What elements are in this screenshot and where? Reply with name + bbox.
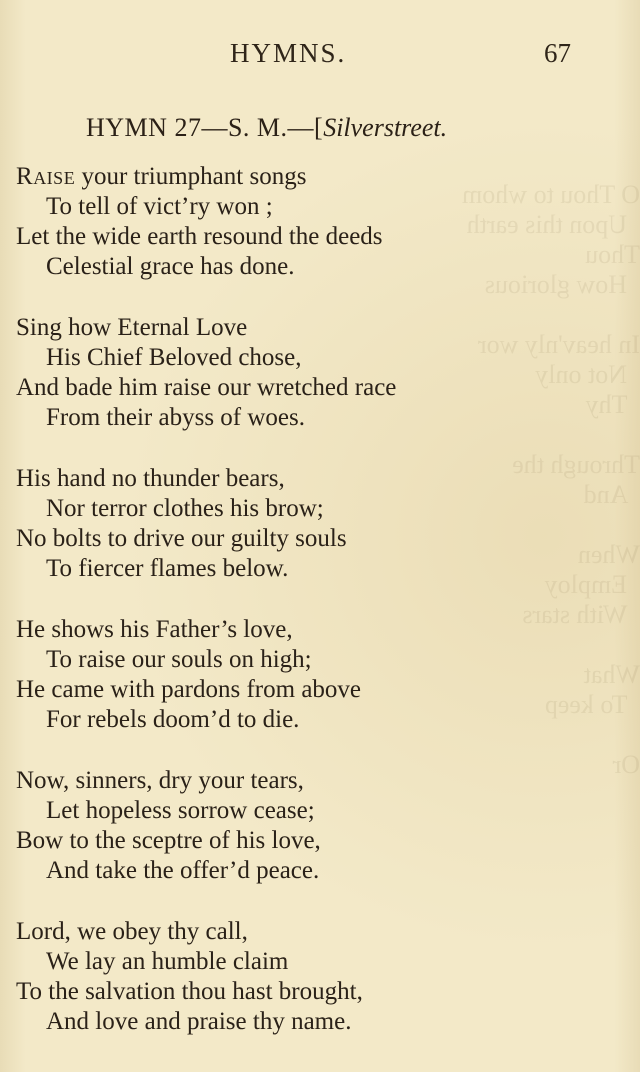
- hymn-title-main: HYMN 27—S. M.—[: [86, 113, 324, 142]
- verse-line: His hand no thunder bears,: [16, 465, 285, 492]
- verse-line: RAISE your triumphant songs: [16, 163, 307, 190]
- page-header: [0, 34, 640, 74]
- opening-word: [16, 163, 75, 190]
- stanza-3: [16, 464, 616, 584]
- hymn-title: [86, 113, 447, 143]
- stanza-5: [16, 766, 616, 886]
- stanza-6: [16, 917, 616, 1037]
- verse-line: And love and praise thy name.: [46, 1008, 352, 1035]
- verse-line: His Chief Beloved chose,: [46, 344, 302, 371]
- page-number: 67: [544, 38, 571, 68]
- verse-line: To tell of vict’ry won ;: [46, 193, 273, 220]
- verse-line: No bolts to drive our guilty souls: [16, 525, 347, 552]
- verse-line: Now, sinners, dry your tears,: [16, 767, 304, 794]
- running-head: HYMNS.: [230, 38, 347, 68]
- verse-line: Sing how Eternal Love: [16, 314, 248, 341]
- verse-line: Bow to the sceptre of his love,: [16, 827, 321, 854]
- stanza-4: [16, 615, 616, 735]
- verse-line: Let the wide earth resound the deeds: [16, 223, 383, 250]
- hymn-tune-name: Silverstreet.: [323, 113, 448, 142]
- verse-line: For rebels doom’d to die.: [46, 706, 300, 733]
- verse-line: He came with pardons from above: [16, 676, 362, 703]
- verse-line: From their abyss of woes.: [46, 404, 305, 431]
- stanza-1: [16, 162, 616, 282]
- stanza-2: [16, 313, 616, 433]
- verse-line: Celestial grace has done.: [46, 253, 295, 280]
- verse-line: We lay an humble claim: [46, 948, 289, 975]
- verse-line: He shows his Father’s love,: [16, 616, 293, 643]
- verse-line: To the salvation thou hast brought,: [16, 978, 363, 1005]
- verse-line: Let hopeless sorrow cease;: [46, 797, 315, 824]
- verse-line: Nor terror clothes his brow;: [46, 495, 324, 522]
- verse-line: To fiercer flames below.: [46, 555, 289, 582]
- hymn-text: [16, 162, 616, 1068]
- small-caps-word: AISE: [33, 168, 76, 188]
- verse-line: And take the offer’d peace.: [46, 857, 320, 884]
- show-through-text: O Thou to whom Upon this earth Thou How glorious In heav'nly wor Not only Thy Through the And When Employ With stars What To keep Or: [462, 180, 640, 779]
- verse-line: Lord, we obey thy call,: [16, 918, 248, 945]
- verse-line: To raise our souls on high;: [46, 646, 312, 673]
- verse-line: And bade him raise our wretched race: [16, 374, 397, 401]
- drop-initial: R: [16, 163, 34, 190]
